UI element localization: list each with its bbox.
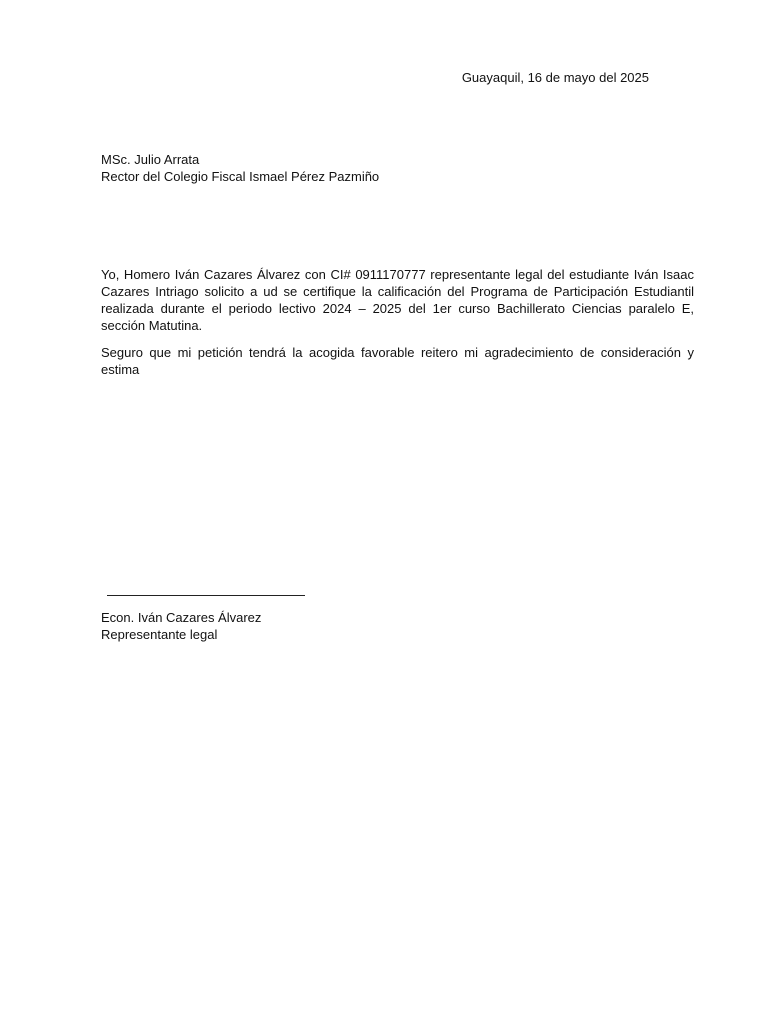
signer-role: Representante legal: [101, 627, 218, 642]
recipient-name: MSc. Julio Arrata: [101, 152, 200, 167]
body-paragraph: Seguro que mi petición tendrá la acogida favorable reitero mi agradecimiento de consideración y estima: [101, 345, 694, 377]
signature-line: [107, 586, 305, 596]
letter-body: [101, 266, 694, 388]
signer-name: Econ. Iván Cazares Álvarez: [101, 610, 262, 625]
date-line: Guayaquil, 16 de mayo del 2025: [461, 70, 649, 85]
body-paragraph: Yo, Homero Iván Cazares Álvarez con CI# 0911170777 representante legal del estudiante Iván Isaac Cazares Intriago solicito a ud se certifique la calificación del Programa de Participación Estudiantil realizada durante el periodo lectivo 2024 – 2025 del 1er curso Bachillerato Ciencias paralelo E, sección Matutina.: [101, 267, 694, 333]
signer-block: [101, 609, 261, 643]
recipient-block: [101, 151, 379, 185]
recipient-title: Rector del Colegio Fiscal Ismael Pérez Pazmiño: [101, 169, 380, 184]
